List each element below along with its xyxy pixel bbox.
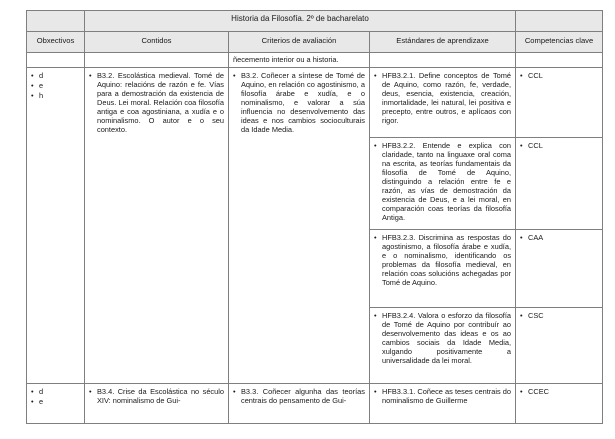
standard-item: • HFB3.3.1. Coñece as teses centrais do nominalismo de Guillerme (374, 387, 511, 405)
competence-item: • CAA (520, 233, 598, 242)
criteria-cell (229, 384, 370, 424)
table-row (27, 68, 603, 138)
table-title-blank (27, 11, 85, 32)
competence-item: • CCL (520, 71, 598, 80)
column-header-objectives: Obxectivos (27, 32, 85, 53)
standard-cell (370, 308, 516, 384)
standard-item: • HFB3.2.1. Define conceptos de Tomé de Aquino, como razón, fe, verdade, deus, esencia, existencia, creación, inmortalidade, lei natural, lei positiva e precepto, entre outros, e aplícaos con rigor. (374, 71, 511, 125)
competence-item: • CSC (520, 311, 598, 320)
column-header-criteria: Criterios de avaliación (229, 32, 370, 53)
criteria-item: • B3.2. Coñecer a síntese de Tomé de Aquino, en relación co agostinismo, a filosofía árabe e xudía, e o nominalismo, e valorar a súa influencia no desenvolvemento das ideas e nos cambios socioculturais da Idade Media. (233, 71, 365, 134)
column-header-competences: Competencias clave (516, 32, 603, 53)
standard-item: • HFB3.2.3. Discrimina as respostas do agostinismo, a filosofía árabe e xudía, e o nominalismo, identificando os problemas da filosofía medieval, en relación coas solucións achegadas por Tomé de Aquino. (374, 233, 511, 287)
table-row (27, 384, 603, 424)
column-header-row (27, 32, 603, 53)
objective-item: • d (31, 71, 80, 80)
objective-item: • e (31, 397, 80, 406)
table-title: Historia da Filosofía. 2º de bacharelato (85, 11, 516, 32)
objective-item: • e (31, 81, 80, 90)
competence-cell (516, 308, 603, 384)
standard-cell (370, 230, 516, 308)
contents-cell (85, 384, 229, 424)
standard-cell (370, 384, 516, 424)
competence-item: • CCEC (520, 387, 598, 396)
criteria-cell (229, 68, 370, 384)
contents-cell (85, 68, 229, 384)
objectives-cell (27, 68, 85, 384)
column-header-standards: Estándares de aprendizaxe (370, 32, 516, 53)
objectives-cell (27, 384, 85, 424)
standard-item: • HFB3.2.2. Entende e explica con claridade, tanto na linguaxe oral coma na escrita, as teorías fundamentais da filosofía de Tomé de Aquino, distinguindo a relación entre fe e razón, as vías de demostración da existencia de Deus, e a lei moral, en comparación coas teorías da filosofía Antiga. (374, 141, 511, 222)
standard-cell (370, 68, 516, 138)
content-item: • B3.4. Crise da Escolástica no século XIV: nominalismo de Gui- (89, 387, 224, 405)
competence-item: • CCL (520, 141, 598, 150)
competence-cell (516, 138, 603, 230)
curriculum-table (26, 10, 603, 424)
standard-item: • HFB3.2.4. Valora o esforzo da filosofía de Tomé de Aquino por contribuír ao desenvolvemento das ideas e os ao cambios sociais da Idade Media, xulgando positivamente a universalidade da lei moral. (374, 311, 511, 365)
competence-cell (516, 384, 603, 424)
objective-item: • h (31, 91, 80, 100)
competence-cell (516, 230, 603, 308)
continuation-text: ñecemento interior ou a historia. (229, 53, 370, 68)
continuation-row (27, 53, 603, 68)
criteria-item: • B3.3. Coñecer algunha das teorías centrais do pensamento de Gui- (233, 387, 365, 405)
competence-cell (516, 68, 603, 138)
table-title-blank-right (516, 11, 603, 32)
column-header-contents: Contidos (85, 32, 229, 53)
objective-item: • d (31, 387, 80, 396)
content-item: • B3.2. Escolástica medieval. Tomé de Aquino: relacións de razón e fe. Vías para a demostración da existencia de Deus. Lei moral. Relación coa filosofía antiga e coa agostiniana, a xudía e o nominalismo. O autor e o seu contexto. (89, 71, 224, 134)
standard-cell (370, 138, 516, 230)
